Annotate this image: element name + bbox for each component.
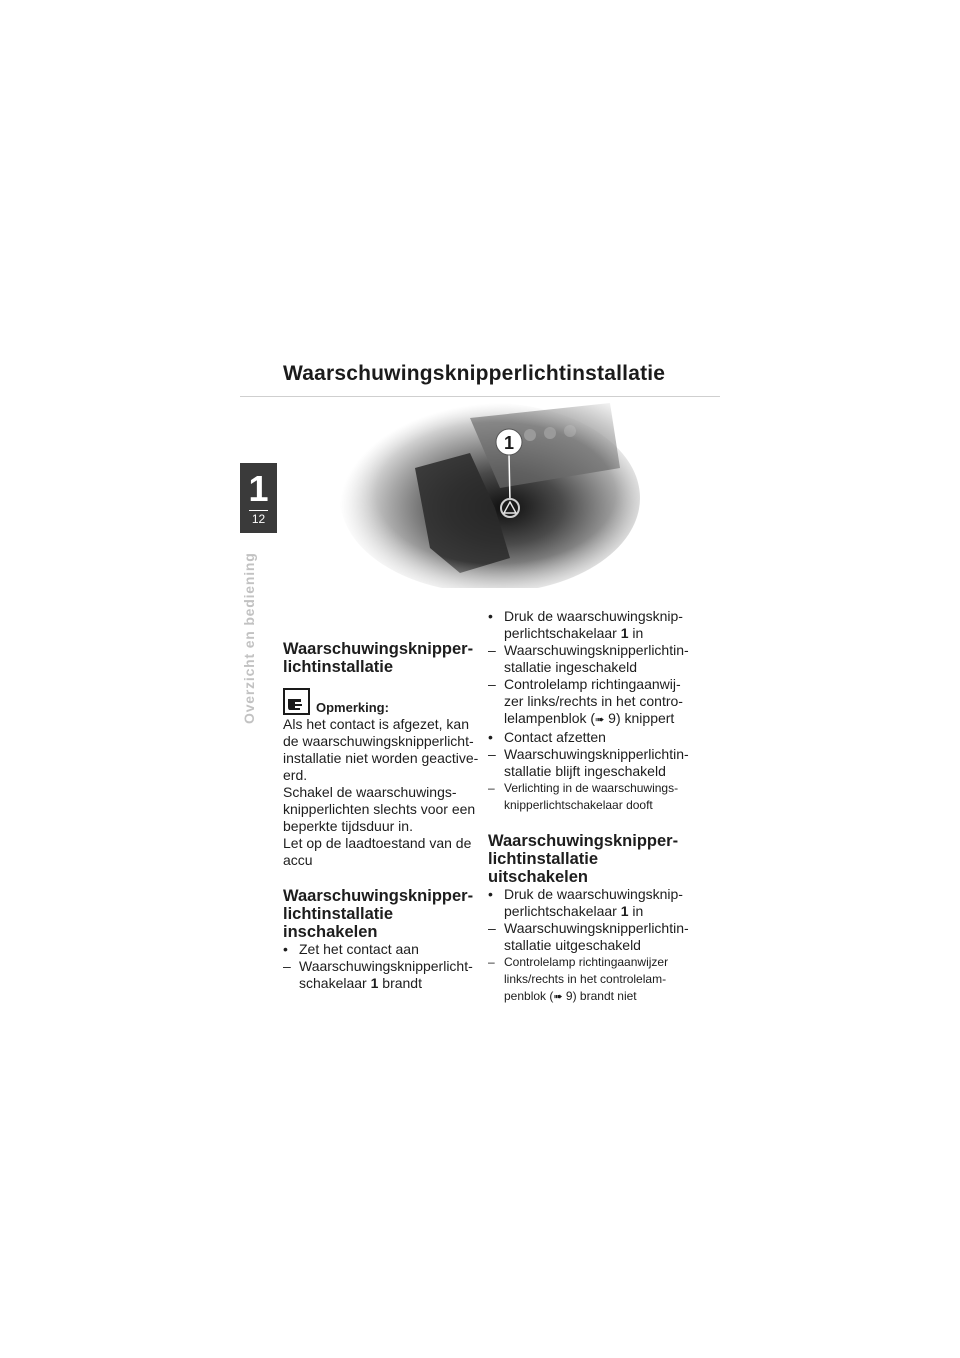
reference-arrow-icon: ➠ bbox=[553, 991, 563, 1003]
chapter-rule bbox=[249, 510, 268, 511]
list-item: • Zet het contact aan bbox=[283, 941, 419, 957]
section-heading: Waarschuwingsknipper- lichtinstallatie inschakelen bbox=[283, 887, 474, 941]
hazard-switch-photo bbox=[320, 398, 640, 588]
list-item: • Contact afzetten bbox=[488, 729, 606, 745]
title-rule bbox=[240, 396, 720, 397]
note-hand-icon bbox=[283, 688, 310, 715]
list-item: – Controlelamp richtingaanwij- zer links/rechts in het contro- lelampenblok (➠ 9) knippert bbox=[488, 676, 683, 726]
list-item: – Verlichting in de waarschuwings- knipperlichtschakelaar dooft bbox=[488, 781, 679, 812]
reference-arrow-icon: ➠ bbox=[595, 714, 605, 726]
list-item: – Waarschuwingsknipperlichtin- stallatie ingeschakeld bbox=[488, 642, 689, 675]
chapter-tab bbox=[240, 463, 277, 533]
left-column bbox=[283, 640, 479, 992]
chapter-side-label: Overzicht en bediening bbox=[241, 552, 257, 724]
list-item: – Controlelamp richtingaanwijzer links/rechts in het controlelam- penblok (➠ 9) brandt niet bbox=[488, 955, 669, 1003]
page-title: Waarschuwingsknipperlichtinstallatie bbox=[283, 362, 666, 385]
list-item: • Druk de waarschuwingsknip- perlichtschakelaar 1 in bbox=[488, 886, 683, 919]
note-label: Opmerking: bbox=[316, 700, 389, 715]
section-heading: Waarschuwingsknipper- lichtinstallatie bbox=[283, 640, 474, 676]
note-row bbox=[283, 688, 479, 715]
list-item: – Waarschuwingsknipperlichtin- stallatie uitgeschakeld bbox=[488, 920, 689, 953]
page-number: 12 bbox=[251, 512, 266, 526]
list-item: • Druk de waarschuwingsknip- perlichtschakelaar 1 in bbox=[488, 608, 683, 641]
note-text: Als het contact is afgezet, kan de waarschuwingsknipperlicht- installatie niet worden geactive- erd. Schakel de waarschuwings- knipperlichten slechts voor een beperkte tijdsduur in. Let op de laadtoestand van de accu bbox=[283, 716, 479, 868]
chapter-number: 1 bbox=[248, 468, 269, 509]
list-item: – Waarschuwingsknipperlichtin- stallatie blijft ingeschakeld bbox=[488, 746, 689, 779]
section-heading: Waarschuwingsknipper- lichtinstallatie uitschakelen bbox=[488, 832, 679, 886]
list-item: – Waarschuwingsknipperlicht- schakelaar 1 brandt bbox=[283, 958, 473, 991]
right-column bbox=[488, 608, 689, 1006]
